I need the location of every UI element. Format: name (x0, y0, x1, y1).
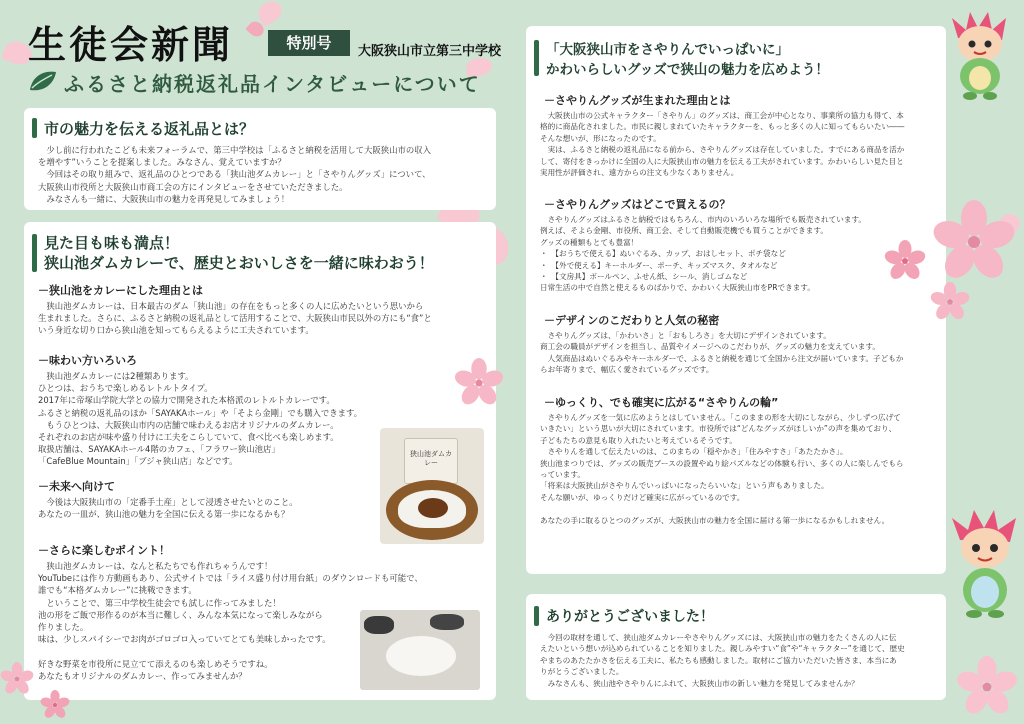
school-name: 大阪狭山市立第三中学校 (358, 44, 502, 59)
goods-section-heading: －ゆっくり、でも確実に広がる“さやりんの輪” (544, 396, 779, 409)
curry-section-body: 狭山池ダムカレーは、日本最古のダム「狭山池」の存在をもっと多くの人に広めたいという思いから 生まれました。さらに、ふるさと納税の返礼品として活用することで、大阪狭山市民以外の方にも“食”と いう身近な切り口から狭山池を知ってもらえるように工夫されています。 (38, 301, 432, 336)
curry-section-body: 今後は大阪狭山市の「定番手土産」として浸透させたいとのこと。 あなたの一皿が、狭山池の魅力を全国に伝える第一歩になるかも？ (38, 497, 298, 520)
sakura-flower-icon (956, 656, 1018, 718)
sayarin-mascot-icon (948, 8, 1012, 100)
goods-panel (526, 26, 946, 574)
hands (430, 614, 464, 630)
accent-bar (534, 606, 539, 626)
sakura-flower-icon (454, 358, 504, 408)
cooking-photo (360, 610, 480, 690)
sayarin-mascot-icon (950, 506, 1020, 620)
leaf-icon (28, 70, 58, 92)
special-edition-badge: 特別号 (268, 30, 350, 56)
intro-panel (24, 108, 496, 210)
page-subtitle: ふるさと納税返礼品インタビューについて (64, 72, 481, 96)
goods-section-heading: －デザインのこだわりと人気の秘密 (544, 314, 720, 327)
goods-section-body: さやりんグッズはふるさと納税ではもちろん、市内のいろいろな場所でも販売されています。 例えば、そよら金剛、市役所、商工会、そして自動販売機でも買うことができます。 グッズの種類もとても豊富！ ・ 【おうちで使える】ぬいぐるみ、カップ、おはしセット、ポチ袋など ・ 【外で使える】キーホルダー、ポーチ、キッズマスク、タオルなど ・ 【文房具】ボールペン、ふせん紙、シール、消しゴムなど 日常生活の中で自然と使えるものばかりで、かわいく大阪狭山市をPRできます。 (540, 215, 866, 293)
curry-title-line1: 見た目も味も満点！ (44, 234, 180, 252)
thanks-title: ありがとうございました！ (546, 609, 714, 625)
curry-section-heading: －狭山池をカレーにした理由とは (38, 284, 203, 297)
sakura-flower-icon (930, 282, 970, 322)
masthead: 生徒会新聞 (28, 23, 234, 67)
accent-bar (32, 118, 37, 138)
sakura-flower-icon (0, 662, 34, 696)
intro-title: 市の魅力を伝える返礼品とは？ (44, 120, 255, 138)
curry-title-line2: 狭山池ダムカレーで、歴史とおいしさを一緒に味わおう！ (44, 254, 434, 272)
sakura-flower-icon (884, 240, 926, 282)
hands (364, 616, 394, 634)
goods-title-line1: 「大阪狭山市をさやりんでいっぱいに」 (546, 42, 789, 58)
curry-section-body: 狭山池ダムカレーには2種類あります。 ひとつは、おうちで楽しめるレトルトタイプ。 2017年に帝塚山学院大学との協力で開発された本格派のレトルトカレーです。 ふるさと納税の返礼品のほか「SAYAKAホール」や「そよら金剛」でも購入できます。 もうひとつは、大阪狭山市内の店舗で味わえるお店オリジナルのダムカレー。 それぞれのお店が味や盛り付けに工夫をこらしていて、食べ比べも楽しめます。 取扱店舗は、SAYAKAホール4階のカフェ、「フラワー狭山池店」 「CafeBlue Mountain」「ブジャ狭山店」などです。 (38, 371, 363, 467)
goods-section-body: 大阪狭山市の公式キャラクター「さやりん」のグッズは、商工会が中心となり、事業所の協力も得て、本 格的に商品化されました。市民に親しまれていたキャラクターを、もっと多くの人に知ってもらいたい―― そんな想いが、形になったのです。 実は、ふるさと納税の返礼品になる前から、さやりんグッズは存在していました。すでにある商品を活か して、寄付をきっかけに全国の人に大阪狭山市の魅力を伝える工夫がされています。かわいらしい見た目と 実用性が評価され、遠方からの注文も少なくありません。 (540, 111, 905, 178)
curry-panel (24, 222, 496, 700)
curry-sauce (418, 498, 448, 518)
sakura-flower-icon (40, 690, 70, 720)
goods-section-body: さやりんグッズは、「かわいさ」と「おもしろさ」を大切にデザインされています。 商工会の職員がデザインを担当し、品質やイメージへのこだわりが、グッズの魅力を支えています。 人気商品はぬいぐるみやキーホルダーで、ふるさと納税を通じて全国から注文が届いています。子どもか らお年寄りまで、幅広く愛されているグッズです。 (540, 331, 904, 375)
sakura-flower-icon (932, 200, 1016, 284)
goods-section-body: さやりんグッズを一気に広めようとはしていません。「このままの形を大切にしながら、少しずつ広げて いきたい」という思いが大切にされています。市役所では“どんなグッズがほしいか”の声を集めており、 子どもたちの意見も取り入れたいと考えているそうです。 さやりんを通して伝えたいのは、このまちの「穏やかさ」「住みやすさ」「あたたかさ」。 狭山池まつりでは、グッズの販売ブースの設置やぬり絵パズルなどの体験も行い、多くの人に楽しんでもら っています。 「将来は大阪狭山がさやりんでいっぱいになったらいいな」という声もありました。 そんな願いが、ゆっくりだけど確実に広がっているのです。 あなたの手に取るひとつのグッズが、大阪狭山市の魅力を全国に届ける第一歩になるかもしれません。 (540, 413, 904, 525)
curry-section-body: 狭山池ダムカレーは、なんと私たちでも作れちゃうんです！ YouTubeには作り方動画もあり、公式サイトでは「ライス盛り付け用台紙」のダウンロードも可能で、 誰でも“本格ダムカレー”に挑戦できます。 ということで、第三中学校生徒会でも試しに作ってみました！ 池の形をご飯で形作るのが本当に難しく、みんな本気になって楽しみながら 作りました。 味は、少しスパイシーでお肉がゴロゴロ入っていてとても美味しかったです。 好きな野菜を市役所に見立てて添えるのも楽しめそうですね。 あなたもオリジナルのダムカレー、作ってみませんか？ (38, 561, 423, 681)
goods-section-heading: －さやりんグッズが生まれた理由とは (544, 94, 731, 107)
curry-section-heading: －味わい方いろいろ (38, 354, 137, 367)
thanks-body: 今回の取材を通して、狭山池ダムカレーやさやりんグッズには、大阪狭山市の魅力をたくさんの人に伝 えたいという想いが込められていることを知りました。親しみやすい“食”や“キャラクター”を通じて、歴史 やまちのあたたかさを伝える工夫に、私たちも感動しました。取材にご協力いただいた皆さま、本当にあ りがとうございました。 みなさんも、狭山池やさやりんにふれて、大阪狭山市の新しい魅力を発見してみませんか？ (540, 633, 905, 688)
curry-product-photo (380, 428, 484, 544)
accent-bar (32, 234, 37, 272)
intro-body: 少し前に行われたこども未来フォーラムで、第三中学校は「ふるさと納税を活用して大阪狭山市の収入 を増やす”いうことを提案しました。みなさん、覚えていますか？ 今回はその取り組みで、返礼品のひとつである「狭山池ダムカレー」と「さやりんグッズ」について、 大阪狭山市役所と大阪狭山市商工会の方にインタビューをさせていただきました。 みなさんも一緒に、大阪狭山市の魅力を再発見してみましょう！ (38, 145, 431, 204)
goods-section-heading: －さやりんグッズはどこで買えるの？ (544, 198, 731, 211)
curry-section-heading: －さらに楽しむポイント！ (38, 544, 170, 557)
goods-title-line2: かわいらしいグッズで狭山の魅力を広めよう！ (546, 62, 829, 78)
accent-bar (534, 40, 539, 76)
package-label: 狭山池ダムカレー (410, 450, 452, 467)
curry-section-heading: －未来へ向けて (38, 480, 115, 493)
thanks-panel (526, 594, 946, 700)
rice-mound (386, 636, 456, 676)
